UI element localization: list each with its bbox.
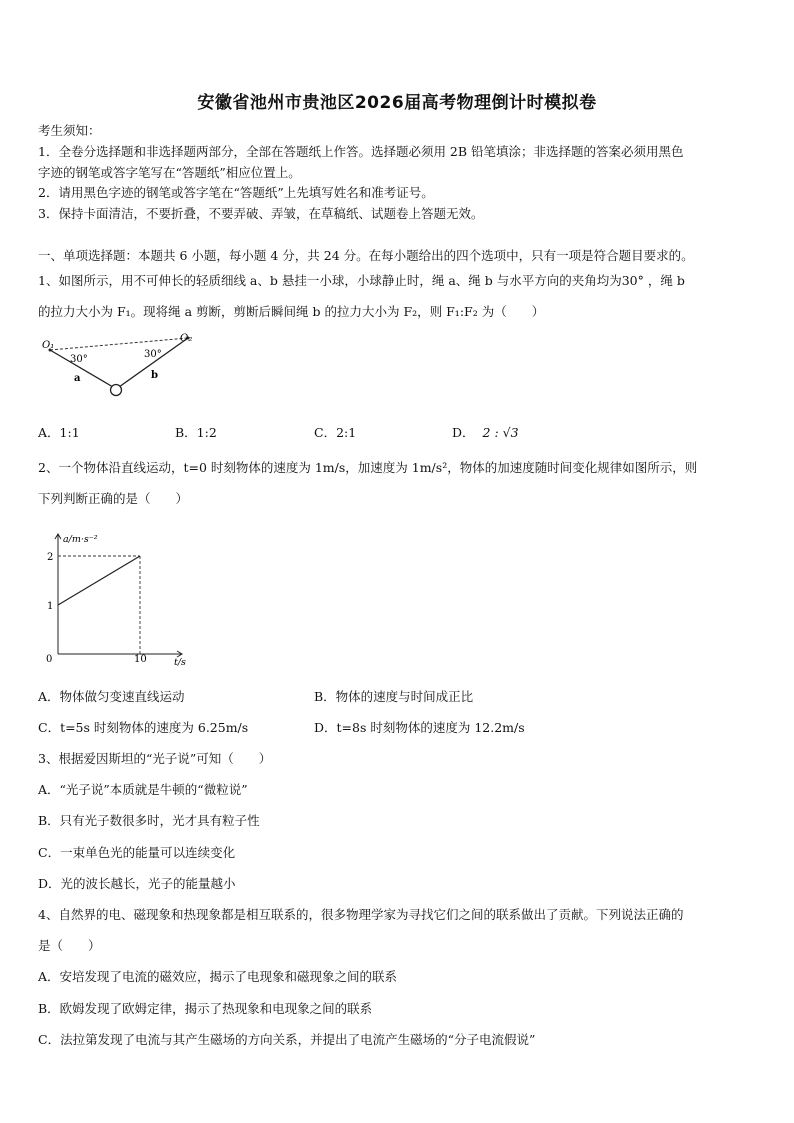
q3-stem: 3、根据爱因斯坦的“光子说”可知（ ） [38,751,272,766]
q1-dashed-horizontal [50,338,188,350]
rope-b-label: b [151,370,158,381]
q1-option-b[interactable]: B．1:2 [175,425,217,440]
q4-option-c[interactable]: C．法拉第发现了电流与其产生磁场的方向关系，并提出了电流产生磁场的“分子电流假说” [38,1032,536,1047]
notice-item-1: 1．全卷分选择题和非选择题两部分，全部在答题纸上作答。选择题必须用 2B 铅笔填涂；非选择题的答案必须用黑色 [38,144,684,159]
page-title: 安徽省池州市贵池区2026届高考物理倒计时模拟卷 [197,93,597,113]
q1-option-d-value: 2 : √3 [482,425,519,440]
y-tick-label-1: 1 [47,601,54,612]
q2-stem-line1: 2、一个物体沿直线运动，t=0 时刻物体的速度为 1m/s，加速度为 1m/s²，物体的加速度随时间变化规律如图所示，则 [38,460,698,475]
q2-stem-line2: 下列判断正确的是（ ） [38,491,189,506]
q3-option-d[interactable]: D．光的波长越长，光子的能量越小 [38,876,236,891]
section-heading: 一、单项选择题：本题共 6 小题，每小题 4 分，共 24 分。在每小题给出的四个选项中，只有一项是符合题目要求的。 [38,248,694,263]
x-tick-label-0: 0 [46,654,53,665]
label-o2: O₂ [180,333,193,344]
q1-option-a[interactable]: A．1:1 [38,425,80,440]
x-axis-label: t/s [174,657,186,668]
series-line [58,556,140,605]
q4-option-b[interactable]: B．欧姆发现了欧姆定律，揭示了热现象和电现象之间的联系 [38,1001,373,1016]
rope-a-label: a [74,373,81,384]
q1-stem-line2: 的拉力大小为 F₁。现将绳 a 剪断，剪断后瞬间绳 b 的拉力大小为 F₂，则 F₁:F₂ 为（ ） [38,304,545,319]
q1-option-d[interactable] [452,423,519,441]
notice-item-2: 2．请用黑色字迹的钢笔或答字笔在“答题纸”上先填写姓名和准考证号。 [38,185,434,200]
x-tick-label-10: 10 [134,654,147,665]
q2-option-b[interactable]: B．物体的速度与时间成正比 [314,689,474,704]
q4-stem-line2: 是（ ） [38,938,101,953]
q3-option-b[interactable]: B．只有光子数很多时，光才具有粒子性 [38,813,260,828]
q1-stem-line1: 1、如图所示，用不可伸长的轻质细线 a、b 悬挂一小球，小球静止时，绳 a、绳 b 与水平方向的夹角均为30° ，绳 b [38,273,685,288]
q3-option-a[interactable]: A．“光子说”本质就是牛顿的“微粒说” [38,782,248,797]
y-axis-label: a/m·s⁻² [63,534,98,545]
angle-right-label: 30° [144,349,162,360]
notice-heading: 考生须知： [38,123,101,138]
q1-option-d-label: D． [452,425,475,440]
y-tick-label-2: 2 [47,552,54,563]
q4-option-a[interactable]: A．安培发现了电流的磁效应，揭示了电现象和磁现象之间的联系 [38,969,398,984]
q1-figure [36,332,206,400]
q2-option-a[interactable]: A．物体做匀变速直线运动 [38,689,185,704]
q1-option-c[interactable]: C．2:1 [314,425,357,440]
label-o1: O₁ [42,340,55,351]
q2-option-d[interactable]: D．t=8s 时刻物体的速度为 12.2m/s [314,720,525,735]
q2-chart [40,528,200,670]
q3-option-c[interactable]: C．一束单色光的能量可以连续变化 [38,845,236,860]
notice-item-3: 3．保持卡面清洁，不要折叠，不要弄破、弄皱，在草稿纸、试题卷上答题无效。 [38,206,484,221]
angle-left-label: 30° [70,354,88,365]
q4-stem-line1: 4、自然界的电、磁现象和热现象都是相互联系的，很多物理学家为寻找它们之间的联系做出了贡献。下列说法正确的 [38,907,684,922]
ball [111,385,122,396]
notice-item-1-cont: 字迹的钢笔或答字笔写在“答题纸”相应位置上。 [38,165,301,180]
q2-option-c[interactable]: C．t=5s 时刻物体的速度为 6.25m/s [38,720,249,735]
